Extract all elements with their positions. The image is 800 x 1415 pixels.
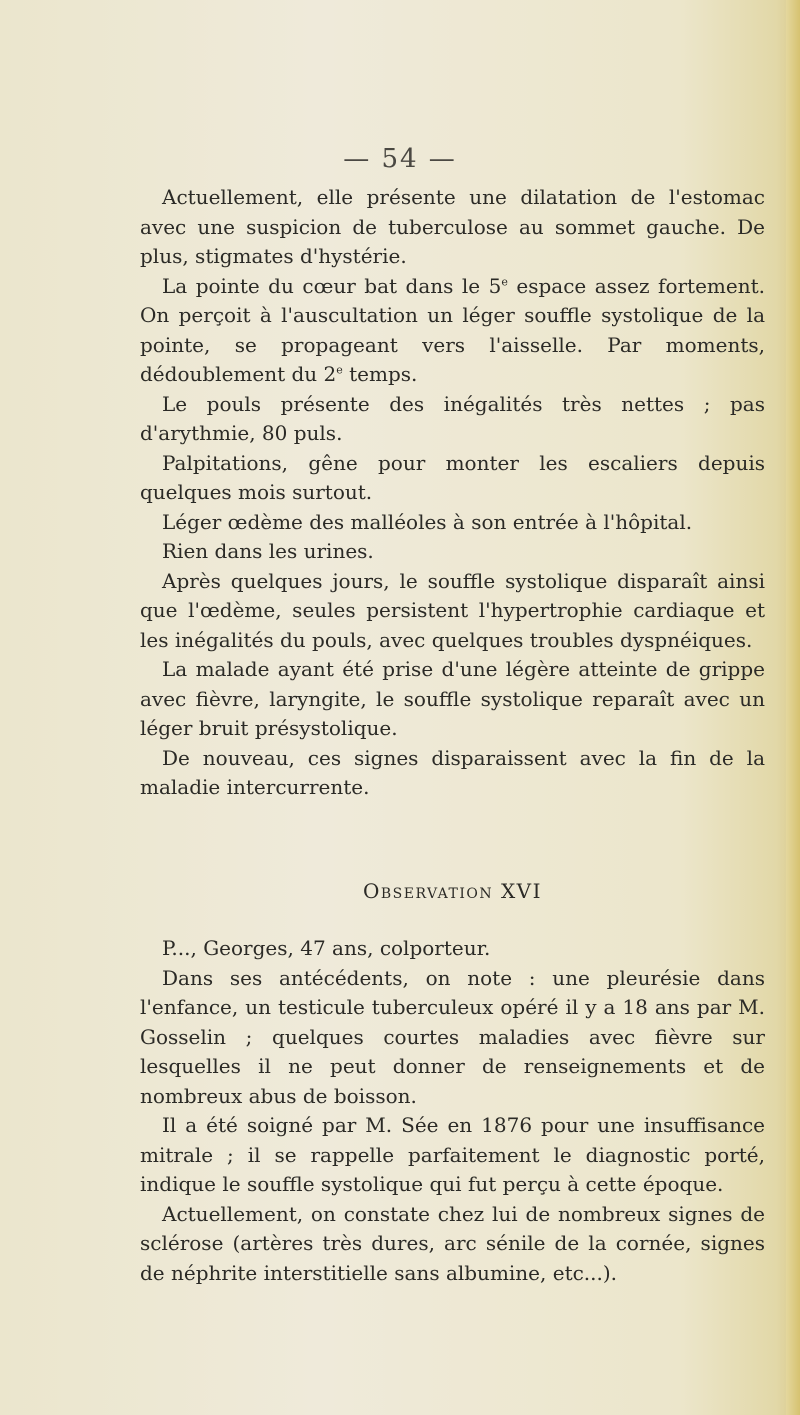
paragraph: La malade ayant été prise d'une légère atteinte de grippe avec fièvre, laryngite, le souffle systolique reparaît avec un léger bruit présystolique. [140,657,765,740]
paragraph: Actuellement, on constate chez lui de nombreux signes de sclérose (artères très dures, arc sénile de la cornée, signes de néphrite interstitielle sans albumine, etc...). [140,1201,765,1285]
paragraph: Le pouls présente des inégalités très nettes ; pas d'arythmie, 80 puls. [140,391,765,445]
paragraph: P..., Georges, 47 ans, colporteur. [162,936,491,960]
paragraph: Après quelques jours, le souffle systolique disparaît ainsi que l'œdème, seules persistent l'hypertrophie cardiaque et les inégalités du pouls, avec quelques troubles dyspnéiques. [140,568,765,652]
paragraph: Rien dans les urines. [162,539,374,563]
paragraph-part: espace assez fortement. On perçoit à l'auscultation un léger souffle systolique de la pointe, se propageant vers l'aisselle. Par moments, dédoublement du 2 [140,273,765,386]
paragraph: Dans ses antécédents, on note : une pleurésie dans l'enfance, un testicule tuberculeux opéré il y a 18 ans par M. Gosselin ; quelques courtes maladies avec fièvre sur lesquelles il ne peut donner de renseignements et de nombreux abus de boisson. [140,965,765,1108]
paragraph: De nouveau, ces signes disparaissent avec la fin de la maladie intercurrente. [140,745,765,799]
paragraph [140,272,765,390]
superscript: e [336,363,343,377]
superscript: e [501,274,508,288]
paragraph: Léger œdème des malléoles à son entrée à l'hôpital. [162,509,693,534]
paragraph: Il a été soigné par M. Sée en 1876 pour une insuffisance mitrale ; il se rappelle parfaitement le diagnostic porté, indique le souffle systolique qui fut perçu à cette époque. [140,1113,765,1196]
paragraph-part: La pointe du cœur bat dans le 5 [162,273,502,298]
paragraph: Actuellement, elle présente une dilatation de l'estomac avec une suspicion de tuberculose au sommet gauche. De plus, stigmates d'hystérie. [140,185,765,268]
paragraph-part: temps. [342,362,418,386]
page-edge [786,0,800,1415]
page-number: — 54 — [343,144,457,174]
body-text [140,183,765,1288]
section-heading: Observation XVI [362,878,543,903]
paragraph: Palpitations, gêne pour monter les escaliers depuis quelques mois surtout. [140,450,765,504]
